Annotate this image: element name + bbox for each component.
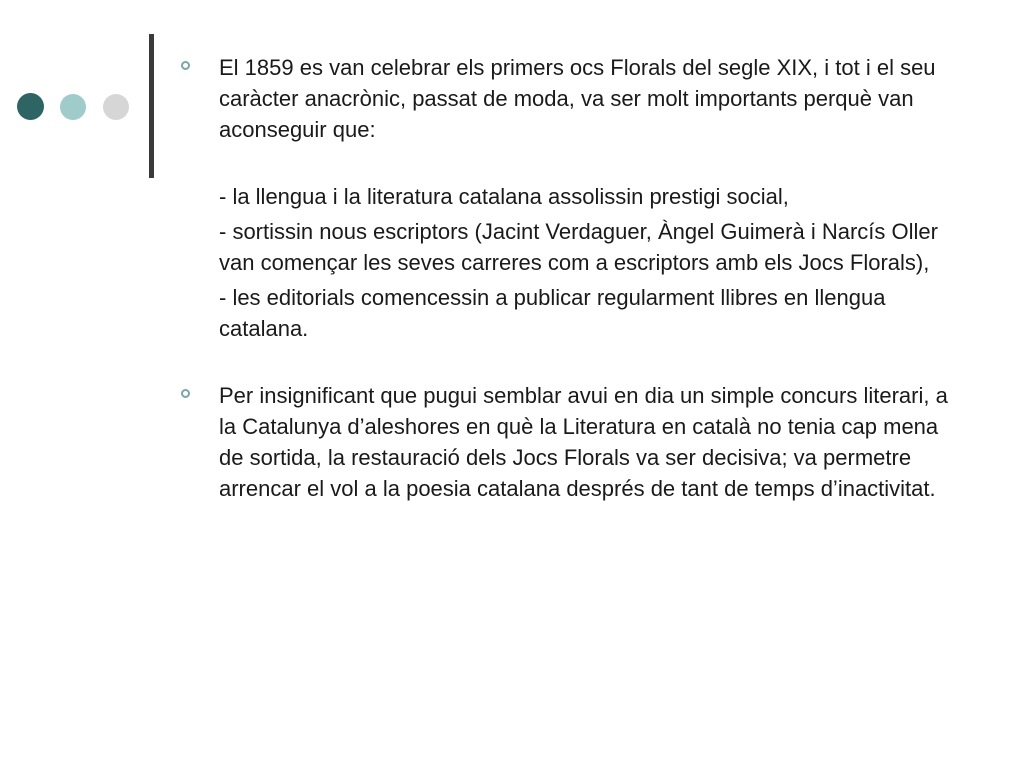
sub-item-2: - sortissin nous escriptors (Jacint Verdaguer, Àngel Guimerà i Narcís Oller van començar les seves carreres com a escriptors amb els Jocs Florals), [219, 219, 938, 275]
sub-item-3: - les editorials comencessin a publicar regularment llibres en llengua catalana. [219, 285, 886, 341]
bullet-icon [181, 61, 190, 70]
bullet-icon [181, 389, 190, 398]
decorative-dot-gray [103, 94, 129, 120]
decorative-dot-light [60, 94, 86, 120]
vertical-rule [149, 34, 154, 178]
sub-item-1: - la llengua i la literatura catalana assolissin prestigi social, [219, 184, 789, 209]
bullet-paragraph-1 [178, 52, 958, 145]
bullet-paragraph-2 [178, 380, 958, 504]
slide-body [178, 52, 958, 504]
paragraph-2-text: Per insignificant que pugui semblar avui en dia un simple concurs literari, a la Catalunya d’aleshores en què la Literatura en català no tenia cap mena de sortida, la restauració dels Jocs Florals va ser decisiva; va permetre arrencar el vol a la poesia catalana després de tant de temps d’inactivitat. [219, 383, 948, 501]
paragraph-1-text: El 1859 es van celebrar els primers ocs Florals del segle XIX, i tot i el seu caràcter anacrònic, passat de moda, va ser molt importants perquè van aconseguir que: [219, 55, 936, 142]
decorative-dot-dark [17, 93, 44, 120]
